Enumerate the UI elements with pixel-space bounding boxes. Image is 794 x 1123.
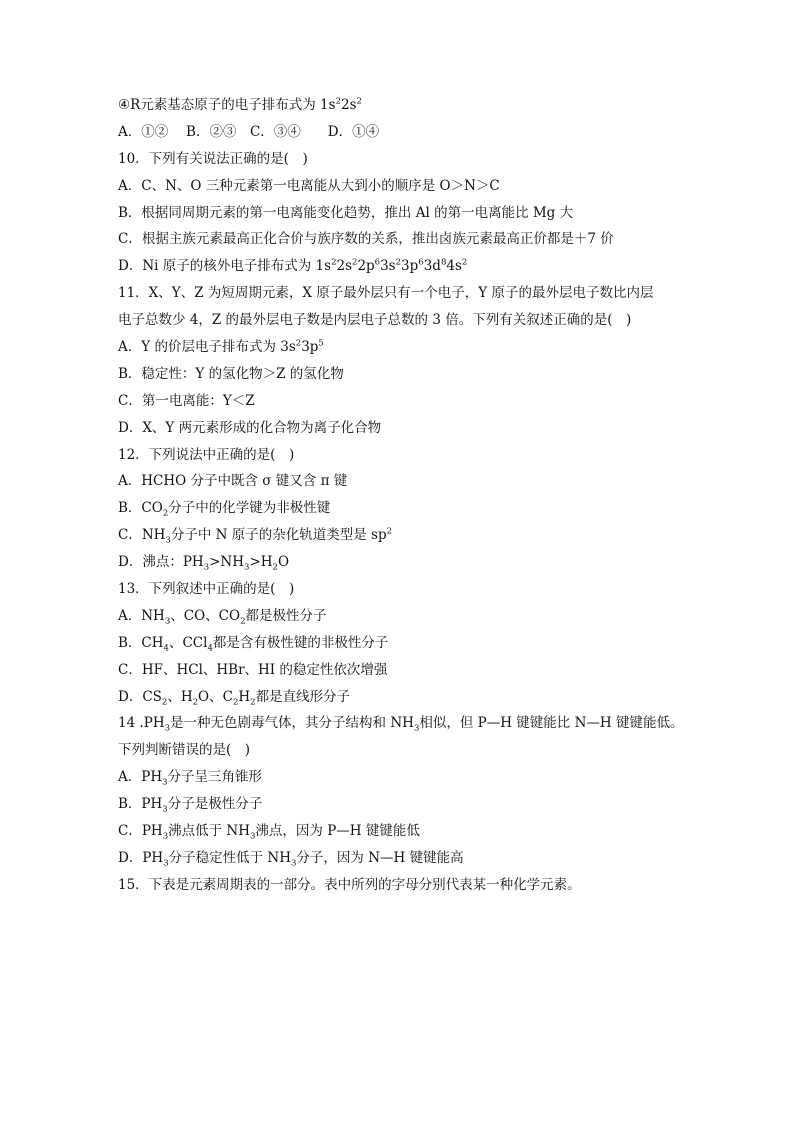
option-b: B．稳定性：Y 的氢化物＞Z 的氢化物 — [118, 365, 344, 382]
question-11-cont: 电子总数少 4，Z 的最外层电子数是内层电子总数的 3 倍。下列有关叙述正确的是( ) — [118, 312, 632, 329]
option-c: C．HF、HCl、HBr、HI 的稳定性依次增强 — [118, 661, 388, 678]
option-c: C．第一电离能：Y＜Z — [118, 392, 255, 409]
option-c: C．根据主族元素最高正化合价与族序数的关系，推出卤族元素最高正价都是＋7 价 — [118, 231, 614, 248]
question-10: 10．下列有关说法正确的是( ) — [118, 150, 308, 167]
option-d: D．Ni 原子的核外电子排布式为 $1s^22s^22p^63s^23p^63d^84s^2$ — [118, 257, 468, 275]
question-11: 11．X、Y、Z 为短周期元素，X 原子最外层只有一个电子，Y 原子的最外层电子数比内层 — [118, 285, 654, 302]
option-d: D．X、Y 两元素形成的化合物为离子化合物 — [118, 419, 382, 436]
option-b: B．$CH_4$、CCl$_4$都是含有极性键的非极性分子 — [118, 634, 389, 654]
question-13: 13．下列叙述中正确的是( ) — [118, 581, 295, 598]
option-d: D．$CS_2$、$H_2O$、$C_2H_2$都是直线形分子 — [118, 688, 351, 708]
option-d: D．沸点：$PH_3>NH_3>H_2O$ — [118, 554, 290, 573]
option-b: B．根据同周期元素的第一电离能变化趋势，推出 Al 的第一电离能比 Mg 大 — [118, 204, 574, 221]
text-line: ④R元素基态原子的电子排布式为 $1s^22s^2$ — [118, 96, 362, 113]
option-a: A．C、N、O 三种元素第一电离能从大到小的顺序是 O＞N＞C — [118, 177, 500, 194]
option-a: A．$NH_3$、CO、$CO_2$都是极性分子 — [118, 607, 327, 627]
option-a: A．Y 的价层电子排布式为 $3s^23p^5$ — [118, 338, 324, 356]
option-a: A．HCHO 分子中既含 σ 键又含 π 键 — [118, 473, 348, 490]
question-14-cont: 下列判断错误的是( ) — [118, 742, 251, 759]
question-15: 15．下表是元素周期表的一部分。表中所列的字母分别代表某一种化学元素。 — [118, 876, 581, 893]
option-b: B．$PH_3$分子是极性分子 — [118, 796, 263, 815]
question-12: 12．下列说法中正确的是( ) — [118, 446, 295, 463]
question-text — [118, 92, 688, 899]
option-c: C．$PH_3$沸点低于 $NH_3$沸点，因为 P—H 键键能低 — [118, 823, 420, 842]
option-c: C．$NH_3$分子中 N 原子的杂化轨道类型是 $sp^2$ — [118, 526, 393, 546]
option-b: B．$CO_2$分子中的化学键为非极性键 — [118, 500, 331, 520]
option-a: A．$PH_3$分子呈三角锥形 — [118, 769, 263, 788]
answer-options: A．①② B．②③ C．③④ D．①④ — [118, 123, 380, 140]
question-14: 14 $.PH_3$是一种无色剧毒气体，其分子结构和 $NH_3$相似，但 P—H 键键能比 N—H 键键能低。 — [118, 715, 684, 735]
option-d: D．$PH_3$分子稳定性低于 $NH_3$分子，因为 N—H 键键能高 — [118, 849, 464, 869]
